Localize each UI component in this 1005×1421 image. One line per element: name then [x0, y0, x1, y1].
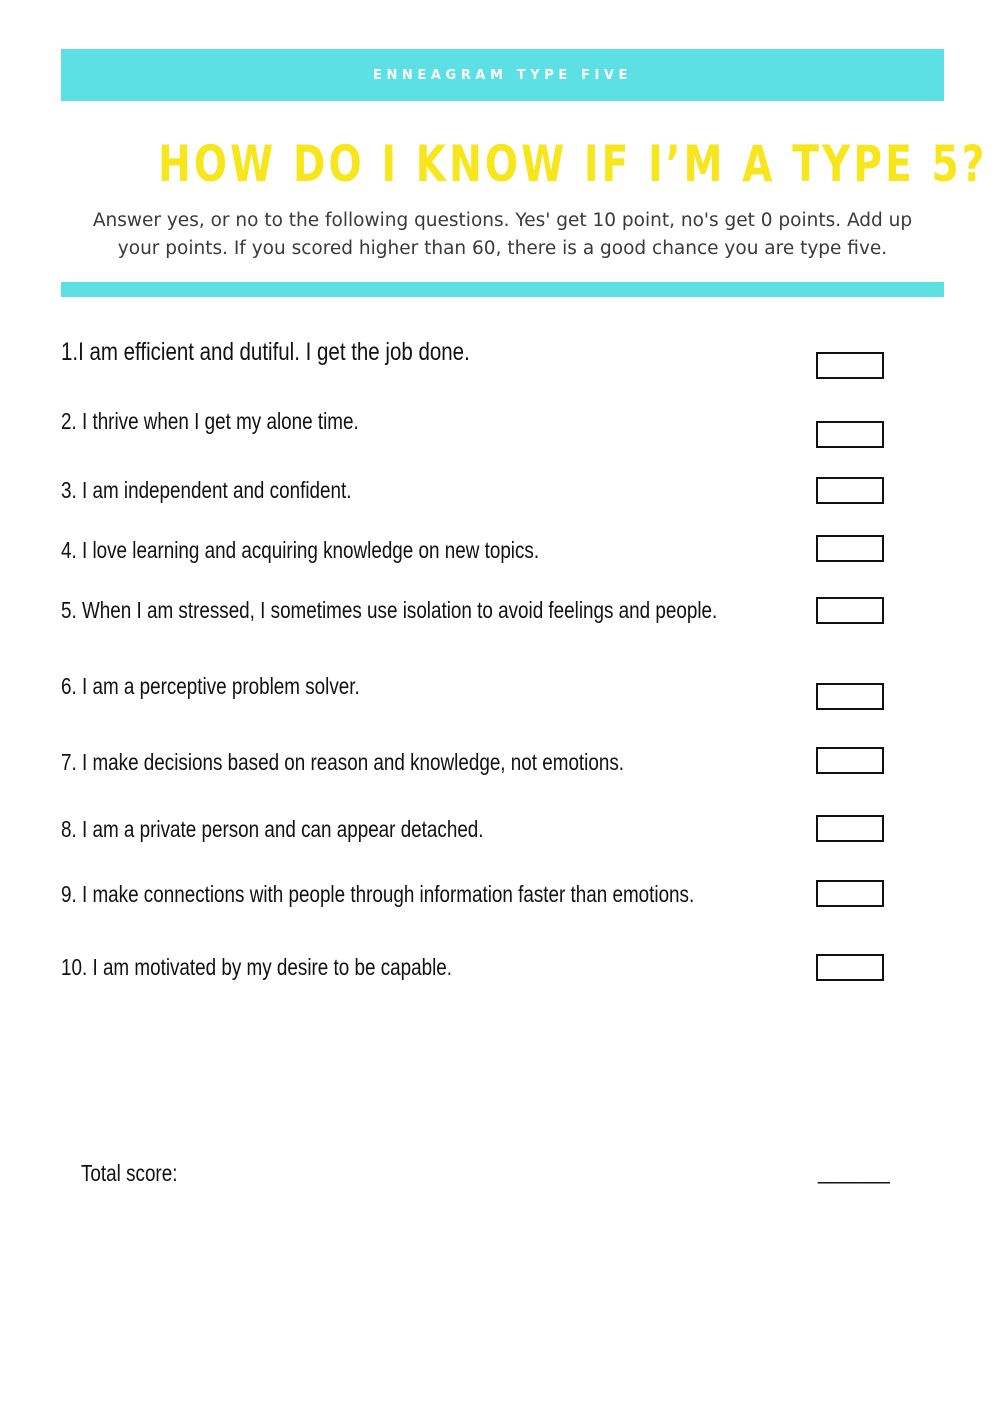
question-3-answer-box[interactable] [816, 477, 884, 504]
question-1-text: 1.I am efficient and dutiful. I get the job done. [61, 338, 470, 366]
question-6-answer-box[interactable] [816, 683, 884, 710]
question-2-text: 2. I thrive when I get my alone time. [61, 408, 359, 434]
question-10-answer-box[interactable] [816, 954, 884, 981]
divider-bar [61, 282, 944, 297]
total-score-blank[interactable]: ______ [818, 1158, 889, 1184]
question-3-text: 3. I am independent and confident. [61, 477, 352, 503]
total-score-label: Total score: [81, 1160, 178, 1186]
question-8-text: 8. I am a private person and can appear detached. [61, 816, 484, 842]
question-10-text: 10. I am motivated by my desire to be capable. [61, 954, 453, 980]
page-title: HOW DO I KNOW IF I’M A TYPE 5? [158, 135, 988, 193]
instructions-text: Answer yes, or no to the following questions. Yes' get 10 point, no's get 0 points. Add up your points. If you scored higher than 60, there is a good chance you are type five. [92, 210, 913, 259]
question-7-answer-box[interactable] [816, 747, 884, 774]
question-4-text: 4. I love learning and acquiring knowledge on new topics. [61, 537, 540, 563]
question-5-text: 5. When I am stressed, I sometimes use isolation to avoid feelings and people. [61, 597, 718, 623]
question-9-text: 9. I make connections with people through information faster than emotions. [61, 881, 695, 907]
question-1-answer-box[interactable] [816, 352, 884, 379]
top-banner [61, 49, 944, 101]
question-8-answer-box[interactable] [816, 815, 884, 842]
question-2-answer-box[interactable] [816, 421, 884, 448]
question-5-answer-box[interactable] [816, 597, 884, 624]
question-9-answer-box[interactable] [816, 880, 884, 907]
banner-label: ENNEAGRAM TYPE FIVE [372, 67, 633, 83]
question-4-answer-box[interactable] [816, 535, 884, 562]
question-6-text: 6. I am a perceptive problem solver. [61, 673, 360, 699]
question-7-text: 7. I make decisions based on reason and knowledge, not emotions. [61, 749, 625, 775]
